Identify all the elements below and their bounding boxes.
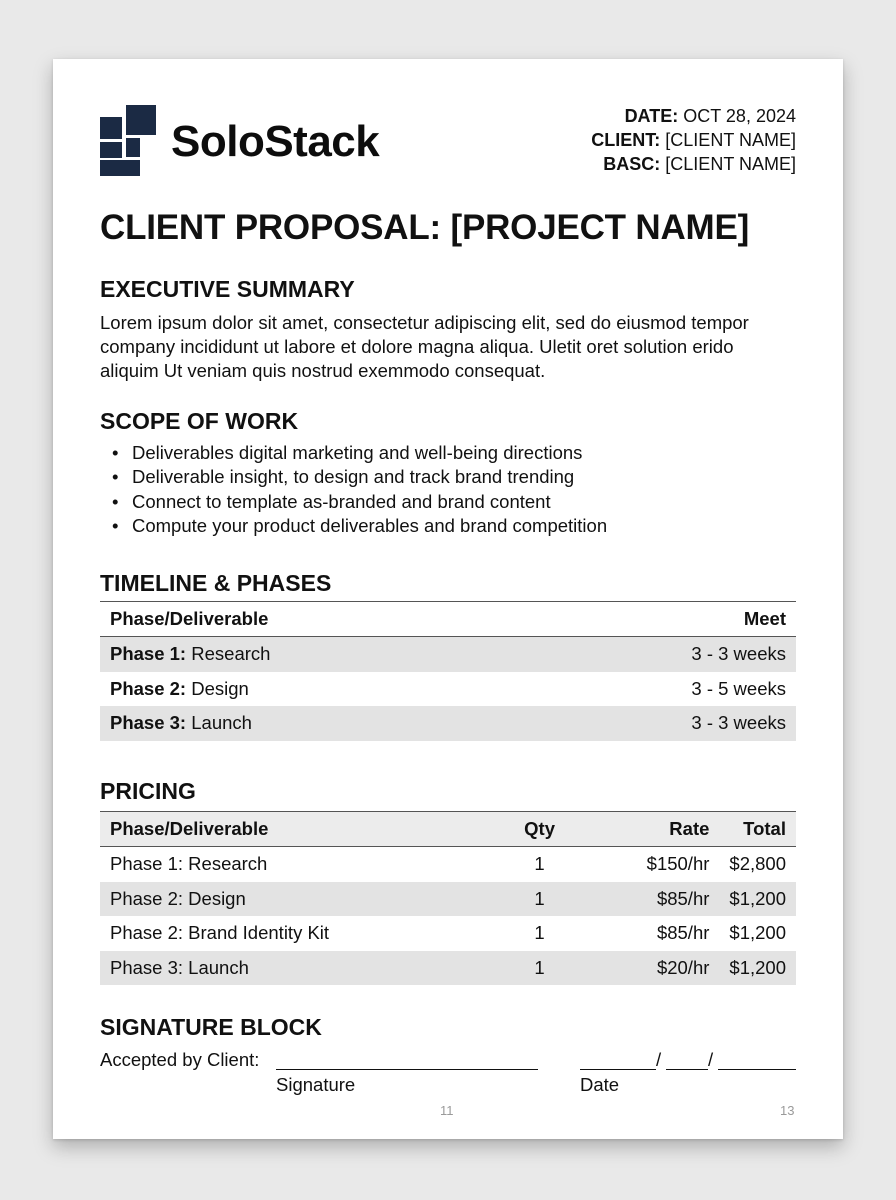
date-year-line[interactable] (718, 1069, 796, 1070)
table-row (100, 951, 796, 986)
scope-item: • Deliverables digital marketing and well-being directions (100, 441, 607, 465)
client-label: CLIENT: (591, 130, 661, 150)
scope-item: • Compute your product deliverables and brand competition (100, 514, 607, 538)
timeline-heading: TIMELINE & PHASES (100, 570, 332, 596)
accepted-by-label: Accepted by Client: (100, 1049, 260, 1070)
date-separator: / (708, 1049, 714, 1070)
date-day-line[interactable] (666, 1069, 708, 1070)
basc-value: [CLIENT NAME] (665, 154, 796, 174)
document-title: CLIENT PROPOSAL: [PROJECT NAME] (100, 208, 750, 247)
summary-line: Lorem ipsum dolor sit amet, consectetur adipiscing elit, sed do eiusmod tempor (100, 312, 749, 333)
brand-name: SoloStack (171, 117, 380, 166)
column-header-deliverable: Phase/Deliverable (100, 812, 490, 847)
date-caption: Date (580, 1074, 620, 1095)
column-header-meet: Meet (526, 602, 796, 637)
phase-name: Design (191, 677, 249, 699)
phase-cell (100, 706, 526, 741)
phase-number: Phase 2: (110, 677, 187, 699)
summary-line: company incididunt ut labore et dolore magna aliqua. Uletit oret solution erido (100, 336, 734, 357)
rate-cell: $85/hr (590, 882, 720, 917)
date-separator: / (656, 1049, 662, 1070)
phase-cell (100, 672, 526, 707)
basc-row (591, 152, 796, 176)
client-value: [CLIENT NAME] (665, 130, 796, 150)
signature-heading: SIGNATURE BLOCK (100, 1014, 322, 1040)
summary-line: aliquim Ut veniam quis nostrud exemmodo consequat. (100, 360, 546, 381)
meet-cell: 3 - 3 weeks (526, 706, 796, 741)
item-cell: Phase 1: Research (110, 853, 268, 875)
phase-number: Phase 3: (110, 712, 187, 734)
column-header-phase: Phase/Deliverable (100, 602, 526, 637)
qty-cell: 1 (490, 951, 590, 986)
client-row (591, 128, 796, 152)
phase-cell (100, 637, 526, 672)
scope-of-work-heading: SCOPE OF WORK (100, 408, 299, 434)
column-header-qty: Qty (490, 812, 590, 847)
table-row (100, 706, 796, 741)
pricing-heading: PRICING (100, 778, 196, 804)
signature-line[interactable] (276, 1069, 538, 1070)
date-label: DATE: (624, 106, 679, 126)
date-month-line[interactable] (580, 1069, 656, 1070)
qty-cell: 1 (490, 882, 590, 917)
scope-list (100, 441, 607, 538)
page-number-left: 11 (440, 1103, 454, 1118)
signature-caption: Signature (276, 1074, 356, 1095)
total-cell: $1,200 (719, 882, 796, 917)
table-row (100, 916, 796, 951)
scope-item: • Connect to template as-branded and brand content (100, 490, 607, 514)
phase-name: Launch (191, 712, 252, 734)
solostack-logo-icon (100, 105, 158, 177)
qty-cell: 1 (534, 922, 545, 944)
basc-label: BASC: (603, 154, 661, 174)
phase-number: Phase 1: (110, 643, 187, 665)
meet-cell: 3 - 3 weeks (526, 637, 796, 672)
timeline-header-row (100, 602, 796, 637)
executive-summary-text (100, 311, 800, 383)
timeline-table (100, 601, 796, 741)
phase-name: Research (191, 643, 271, 665)
proposal-page (53, 59, 843, 1139)
column-header-rate: Rate (590, 812, 720, 847)
meet-cell: 3 - 5 weeks (691, 677, 786, 699)
item-cell: Phase 3: Launch (100, 951, 490, 986)
date-row (591, 104, 796, 128)
column-header-total: Total (719, 812, 796, 847)
total-cell: $1,200 (729, 922, 786, 944)
total-cell: $2,800 (729, 853, 786, 875)
proposal-meta (591, 104, 796, 176)
scope-item: • Deliverable insight, to design and track brand trending (100, 465, 607, 489)
table-row (100, 637, 796, 672)
executive-summary-heading: EXECUTIVE SUMMARY (100, 276, 355, 302)
total-cell: $1,200 (719, 951, 796, 986)
item-cell: Phase 2: Brand Identity Kit (110, 922, 330, 944)
item-cell: Phase 2: Design (100, 882, 490, 917)
pricing-table (100, 811, 796, 985)
table-row (100, 672, 796, 707)
page-number-right: 13 (780, 1103, 795, 1118)
table-row (100, 847, 796, 882)
table-row (100, 882, 796, 917)
pricing-header-row (100, 812, 796, 847)
rate-cell: $20/hr (590, 951, 720, 986)
rate-cell: $150/hr (646, 853, 710, 875)
rate-cell: $85/hr (656, 922, 710, 944)
date-value: OCT 28, 2024 (683, 106, 796, 126)
qty-cell: 1 (534, 853, 545, 875)
